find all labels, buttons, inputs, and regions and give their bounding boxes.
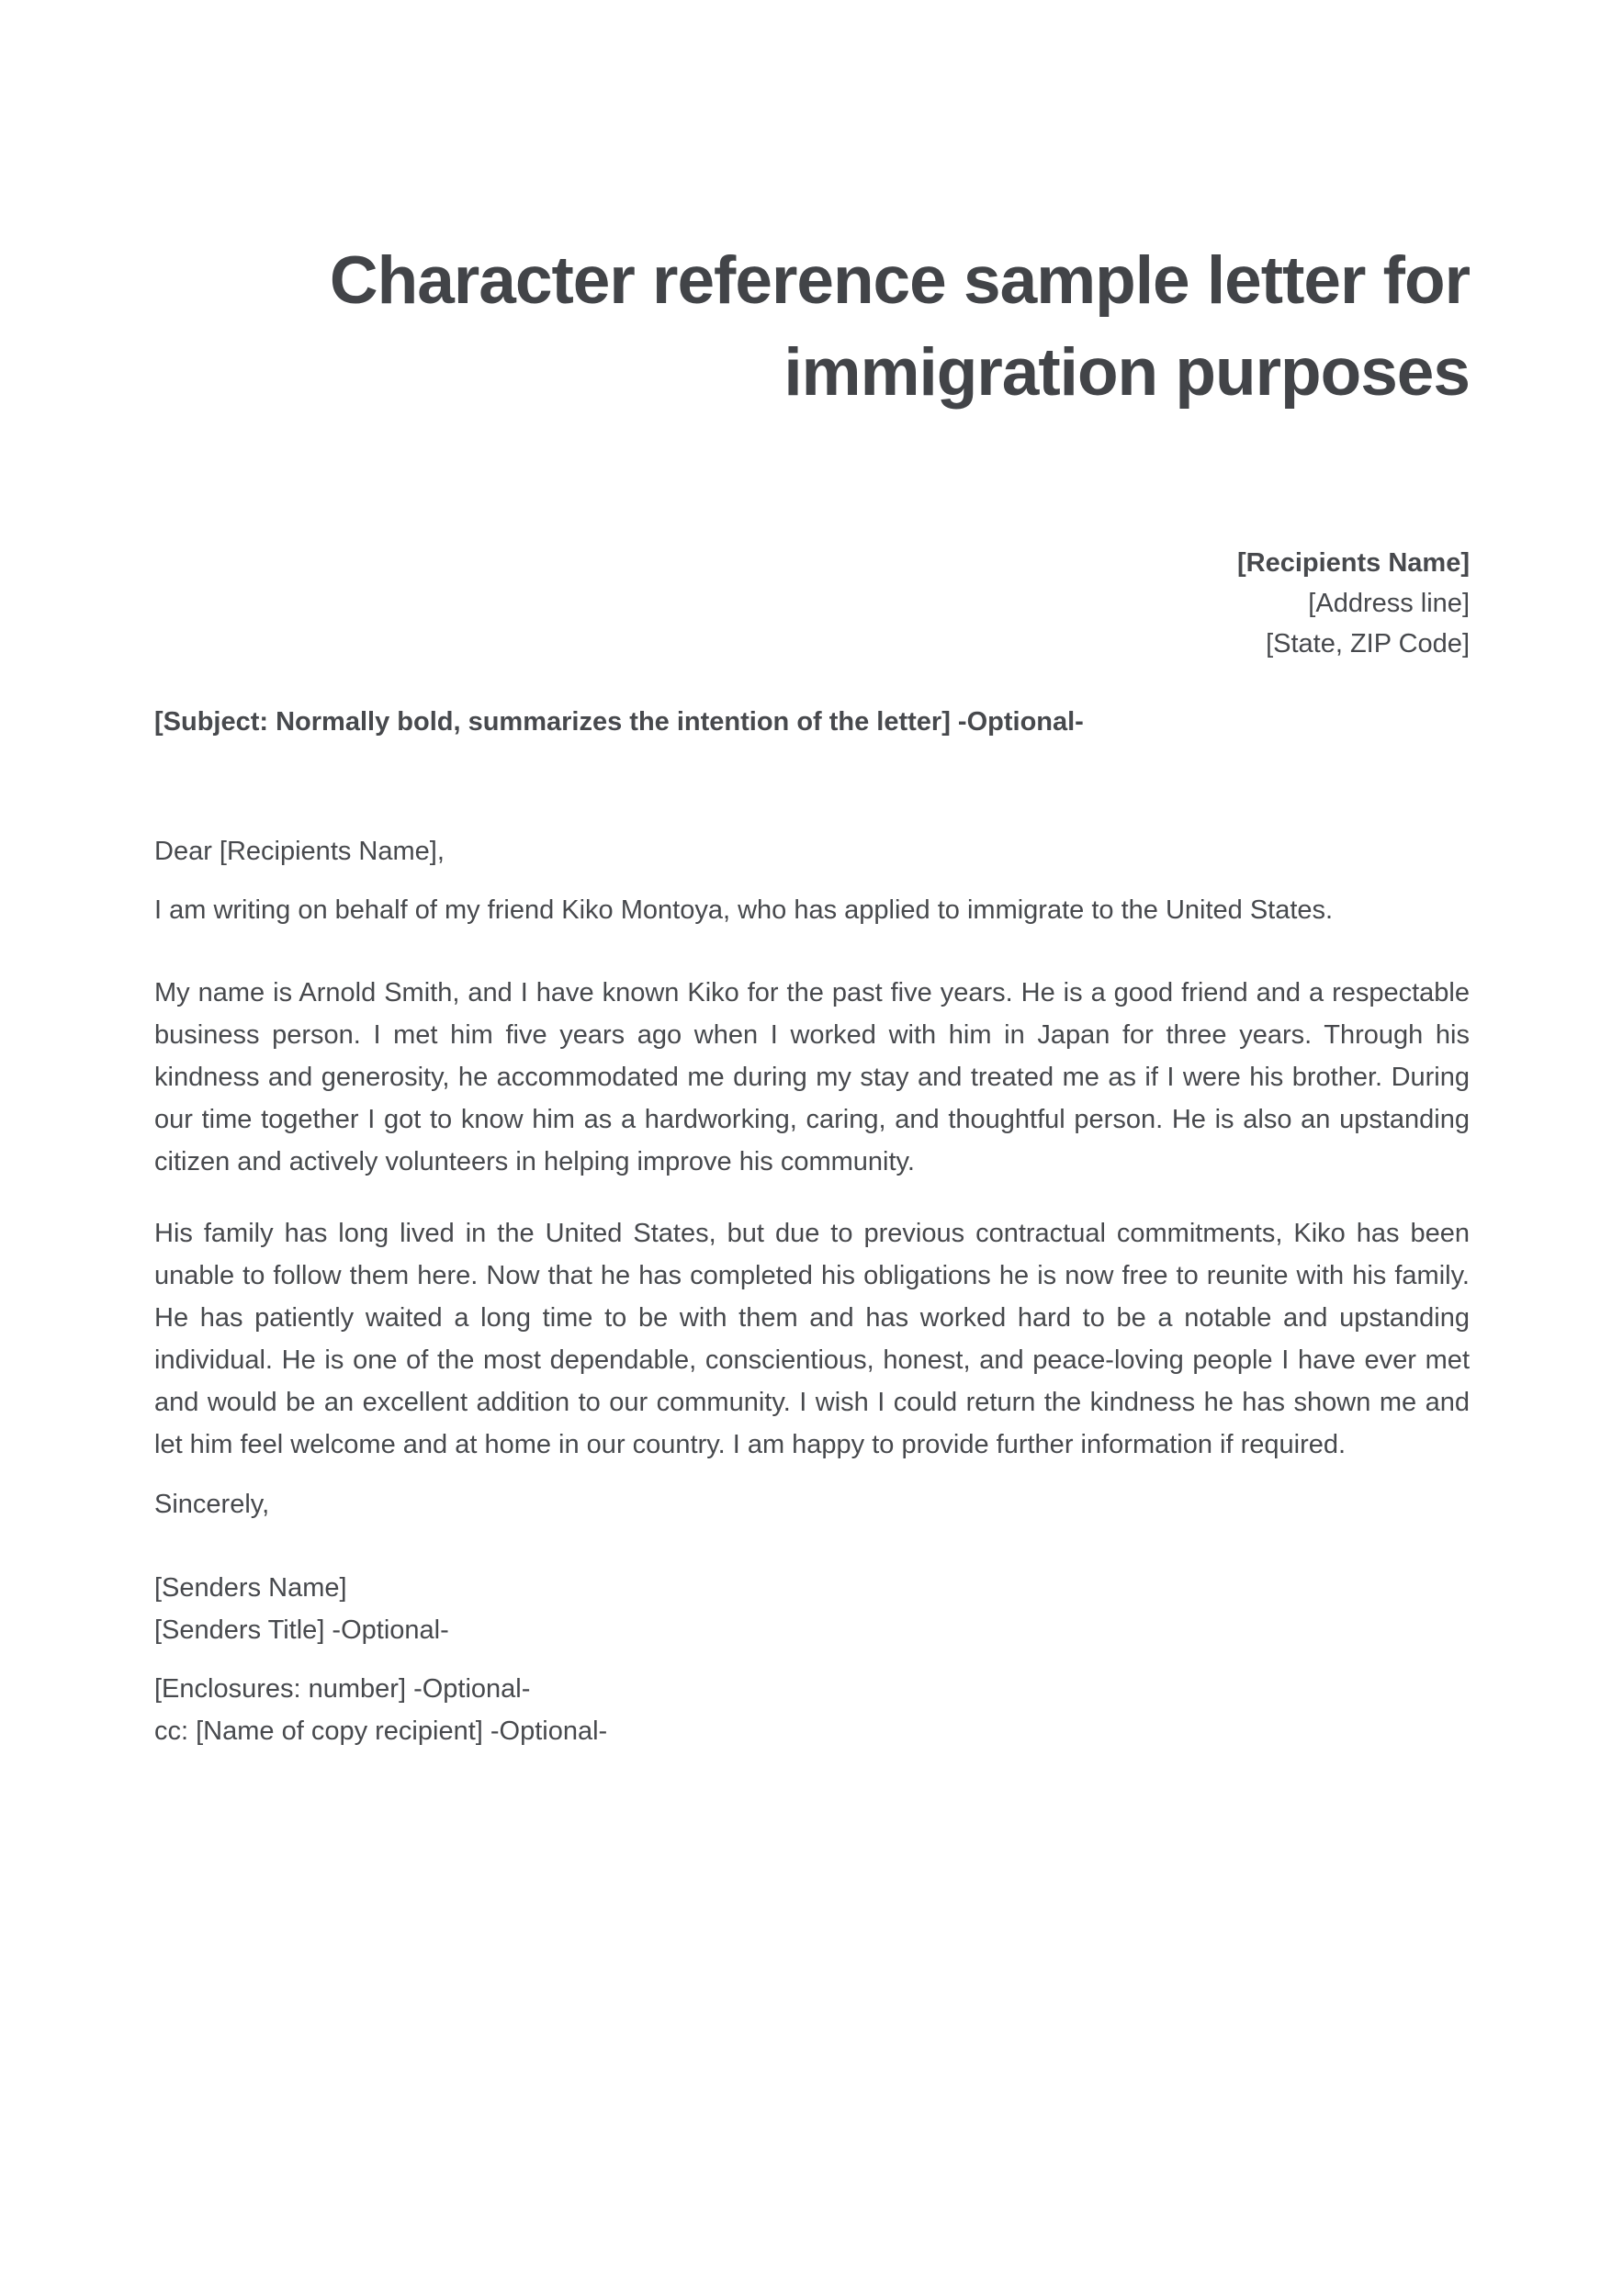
paragraph-family: His family has long lived in the United States, but due to previous contractual commitments, Kiko has been unable to follow them here. Now that he has completed his obligations he is now free to reunite with his family. He has patiently waited a long time to be with them and has worked hard to be a notable and upstanding individual. He is one of the most dependable, conscientious, honest, and peace-loving people I have ever met and would be an excellent addition to our community. I wish I could return the kindness he has shown me and let him feel welcome and at home in our country. I am happy to provide further information if required.	[154, 1219, 1470, 1459]
sender-block	[154, 1567, 1470, 1651]
page-title-line-1: Character reference sample letter for	[329, 243, 1470, 318]
sender-title: [Senders Title] -Optional-	[154, 1615, 449, 1645]
recipient-name: [Recipients Name]	[1236, 548, 1470, 578]
paragraph-intro: I am writing on behalf of my friend Kiko Montoya, who has applied to immigrate to the United States.	[154, 895, 1334, 925]
cc-line: cc: [Name of copy recipient] -Optional-	[154, 1716, 608, 1746]
salutation: Dear [Recipients Name],	[154, 837, 445, 866]
page-title-line-2: immigration purposes	[783, 335, 1470, 410]
enclosures-line: [Enclosures: number] -Optional-	[154, 1674, 531, 1704]
recipient-address-block	[154, 543, 1470, 664]
enclosure-block	[154, 1668, 1470, 1752]
sender-name: [Senders Name]	[154, 1573, 347, 1603]
recipient-state-zip: [State, ZIP Code]	[1266, 629, 1470, 658]
recipient-address-line: [Address line]	[1308, 589, 1470, 618]
sign-off: Sincerely,	[154, 1490, 270, 1519]
page-title	[154, 235, 1470, 419]
paragraph-character: My name is Arnold Smith, and I have known Kiko for the past five years. He is a good friend and a respectable business person. I met him five years ago when I worked with him in Japan for three years. Through his kindness and generosity, he accommodated me during my stay and treated me as if I were his brother. During our time together I got to know him as a hardworking, caring, and thoughtful person. He is also an upstanding citizen and actively volunteers in helping improve his community.	[154, 978, 1470, 1176]
letter-body	[154, 830, 1470, 1752]
subject-line: [Subject: Normally bold, summarizes the intention of the letter] -Optional-	[154, 707, 1084, 737]
